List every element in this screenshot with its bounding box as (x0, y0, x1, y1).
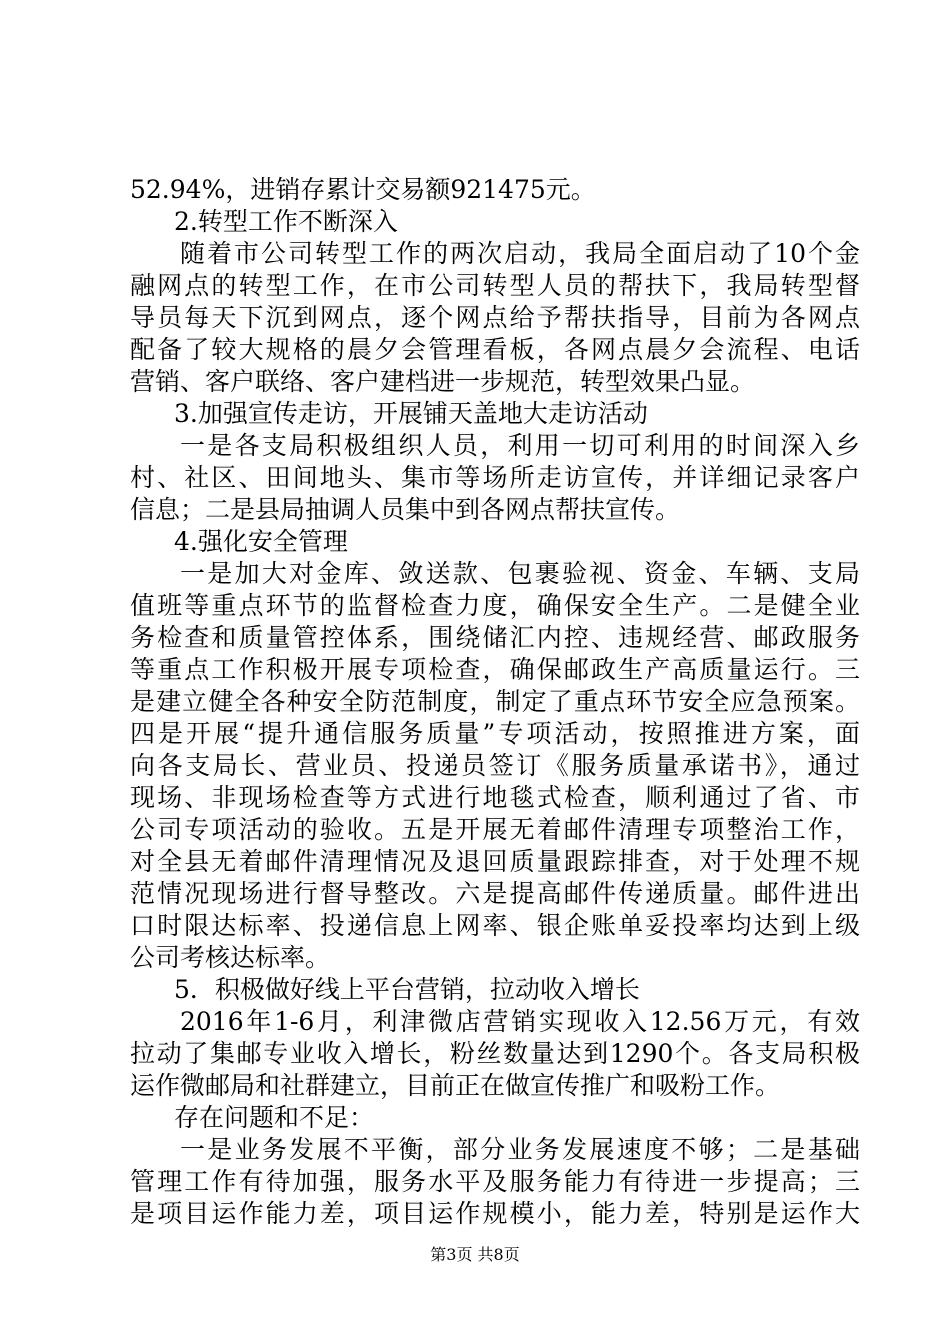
body-text-line: 对全县无着邮件清理情况及退回质量跟踪排查，对于处理不规 (130, 847, 860, 876)
section-heading-safety: 4.强化安全管理 (174, 527, 348, 556)
body-text-line: 拉动了集邮专业收入增长，粉丝数量达到1290个。各支局积极 (130, 1039, 860, 1068)
body-text-line: 口时限达标率、投递信息上网率、银企账单妥投率均达到上级 (130, 911, 860, 940)
body-text-line: 值班等重点环节的监督检查力度，确保安全生产。二是健全业 (130, 591, 860, 620)
body-text-line: 配备了较大规格的晨夕会管理看板，各网点晨夕会流程、电话 (130, 335, 860, 364)
body-text-line: 是项目运作能力差，项目运作规模小，能力差，特别是运作大 (130, 1199, 860, 1228)
section-heading-outreach: 3.加强宣传走访，开展铺天盖地大走访活动 (174, 399, 648, 428)
body-text-line: 52.94%，进销存累计交易额921475元。 (130, 175, 596, 204)
body-text-line: 一是业务发展不平衡，部分业务发展速度不够；二是基础 (180, 1135, 860, 1164)
body-text-line: 等重点工作积极开展专项检查，确保邮政生产高质量运行。三 (130, 655, 860, 684)
document-body (130, 174, 860, 1230)
body-text-line: 范情况现场进行督导整改。六是提高邮件传递质量。邮件进出 (130, 879, 860, 908)
body-text-line: 向各支局长、营业员、投递员签订《服务质量承诺书》，通过 (130, 751, 860, 780)
body-text-line: 四是开展“提升通信服务质量”专项活动，按照推进方案，面 (130, 719, 860, 748)
body-text-line: 信息；二是县局抽调人员集中到各网点帮扶宣传。 (130, 495, 681, 524)
section-heading-online-marketing: 5．积极做好线上平台营销，拉动收入增长 (174, 975, 640, 1004)
body-text-line: 公司考核达标率。 (130, 943, 331, 972)
body-text-line: 一是各支局积极组织人员，利用一切可利用的时间深入乡 (180, 431, 860, 460)
body-text-line: 管理工作有待加强，服务水平及服务能力有待进一步提高；三 (130, 1167, 860, 1196)
body-text-line: 现场、非现场检查等方式进行地毯式检查，顺利通过了省、市 (130, 783, 860, 812)
body-text-line: 一是加大对金库、敛送款、包裹验视、资金、车辆、支局 (180, 559, 860, 588)
body-text-line: 导员每天下沉到网点，逐个网点给予帮扶指导，目前为各网点 (130, 303, 860, 332)
body-text-line: 营销、客户联络、客户建档进一步规范，转型效果凸显。 (130, 367, 756, 396)
body-text-line: 务检查和质量管控体系，围绕储汇内控、违规经营、邮政服务 (130, 623, 860, 652)
body-text-line: 2016年1-6月，利津微店营销实现收入12.56万元，有效 (180, 1007, 860, 1036)
body-text-line: 随着市公司转型工作的两次启动，我局全面启动了10个金 (180, 239, 860, 268)
body-text-line: 公司专项活动的验收。五是开展无着邮件清理专项整治工作， (130, 815, 860, 844)
section-heading-problems: 存在问题和不足： (174, 1103, 375, 1132)
section-heading-transformation: 2.转型工作不断深入 (174, 207, 398, 236)
body-text-line: 是建立健全各种安全防范制度，制定了重点环节安全应急预案。 (130, 687, 860, 716)
body-text-line: 运作微邮局和社群建立，目前正在做宣传推广和吸粉工作。 (130, 1071, 781, 1100)
page-number-footer: 第3页 共8页 (430, 1245, 520, 1264)
body-text-line: 融网点的转型工作，在市公司转型人员的帮扶下，我局转型督 (130, 271, 860, 300)
body-text-line: 村、社区、田间地头、集市等场所走访宣传，并详细记录客户 (130, 463, 860, 492)
